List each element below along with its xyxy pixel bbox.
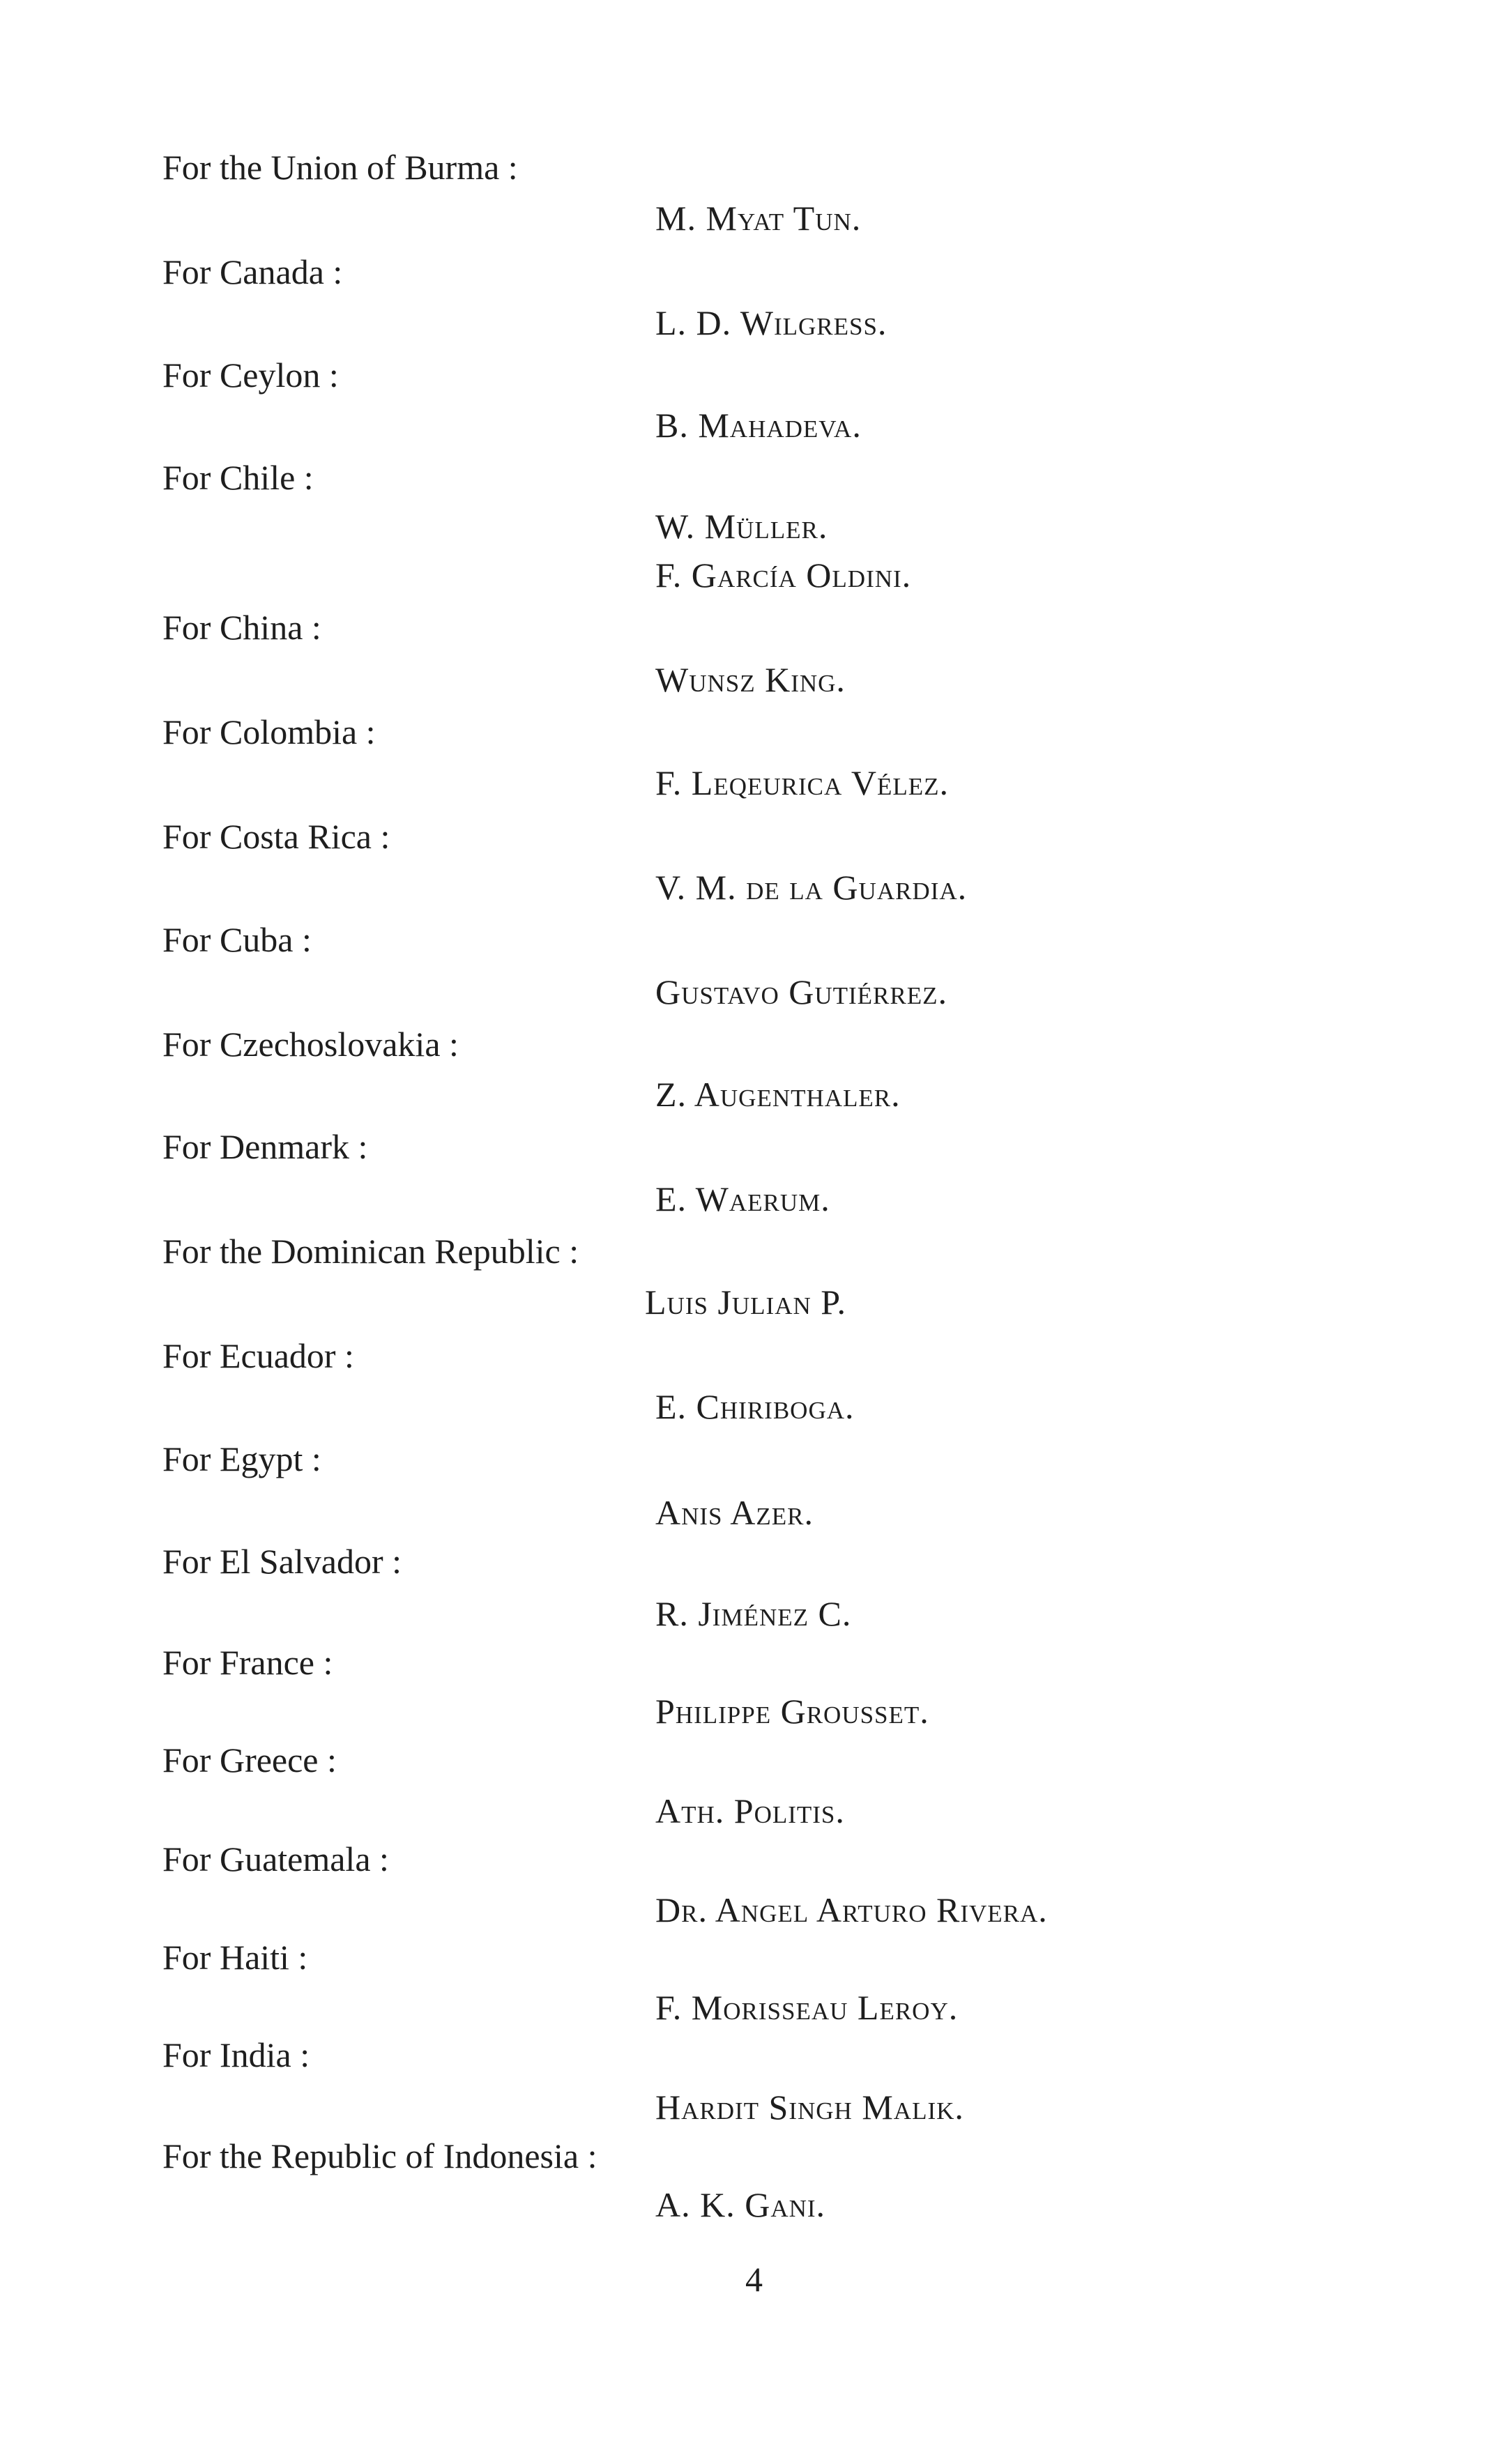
signatory-name: B. Mahadeva. [655,406,862,445]
country-label: For Canada : [162,252,343,291]
country-label: For Denmark : [162,1127,368,1166]
signatory-name: F. García Oldini. [655,556,912,595]
country-label: For Costa Rica : [162,817,390,856]
country-label: For Ecuador : [162,1336,354,1375]
country-label: For Chile : [162,458,314,497]
country-label: For France : [162,1643,333,1682]
country-label: For Colombia : [162,712,376,751]
page-number: 4 [745,2260,763,2299]
country-label: For China : [162,608,321,647]
country-label: For Haiti : [162,1938,308,1977]
country-label: For Guatemala : [162,1839,389,1878]
signatory-name: W. Müller. [655,507,828,546]
signatory-name: Philippe Grousset. [655,1692,929,1731]
country-label: For Greece : [162,1740,337,1780]
signatory-name: Ath. Politis. [655,1791,845,1830]
signatory-name: Luis Julian P. [645,1283,847,1322]
signatory-name: E. Waerum. [655,1179,830,1218]
country-label: For Cuba : [162,920,312,959]
country-label: For El Salvador : [162,1542,402,1581]
signatory-name: Dr. Angel Arturo Rivera. [655,1890,1048,1929]
signatory-name: Hardit Singh Malik. [655,2088,964,2127]
signatory-name: F. Morisseau Leroy. [655,1988,959,2027]
signatory-name: L. D. Wilgress. [655,303,888,342]
country-label: For the Republic of Indonesia : [162,2136,597,2175]
signatory-name: R. Jiménez C. [655,1594,852,1633]
signatory-name: A. K. Gani. [655,2185,826,2224]
signatory-name: Gustavo Gutiérrez. [655,972,947,1011]
country-label: For India : [162,2035,310,2074]
country-label: For Ceylon : [162,355,339,395]
signatory-name: Anis Azer. [655,1493,814,1532]
signatory-name: Wunsz King. [655,660,846,699]
country-label: For the Union of Burma : [162,148,518,187]
country-label: For the Dominican Republic : [162,1232,579,1271]
signatory-name: F. Leqeurica Vélez. [655,763,949,802]
country-label: For Egypt : [162,1439,321,1478]
signatory-name: E. Chiriboga. [655,1387,855,1426]
country-label: For Czechoslovakia : [162,1025,459,1064]
signatory-name: M. Myat Tun. [655,199,862,238]
signatory-name: Z. Augenthaler. [655,1075,901,1114]
signatory-name: V. M. de la Guardia. [655,868,968,907]
